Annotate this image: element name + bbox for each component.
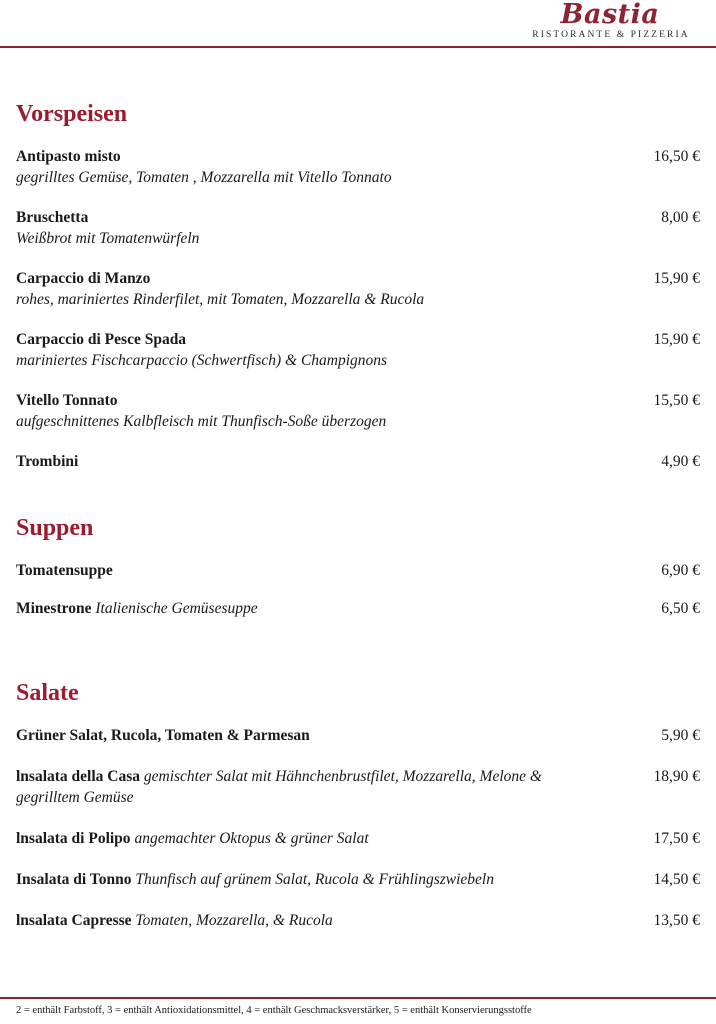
- menu-item-text: [16, 869, 626, 890]
- menu-item-list: [16, 146, 700, 472]
- menu-item-price: 5,90 €: [661, 727, 700, 744]
- menu-section-suppen: [16, 472, 700, 619]
- menu-item: [16, 207, 700, 249]
- menu-item-name: lnsalata di Polipo: [16, 830, 131, 847]
- menu-item-text: [16, 268, 626, 310]
- menu-item-text: [16, 146, 626, 188]
- section-heading: Vorspeisen: [16, 101, 128, 127]
- menu-item-name: Vitello Tonnato: [16, 392, 118, 409]
- menu-item: [16, 725, 700, 746]
- menu-item-price: 14,50 €: [653, 871, 700, 888]
- menu-item-description: Thunfisch auf grünem Salat, Rucola & Frühlingszwiebeln: [131, 871, 494, 888]
- menu-item-name: Tomatensuppe: [16, 562, 113, 579]
- menu-item-text: [16, 390, 626, 432]
- menu-item-price: 4,90 €: [661, 453, 700, 470]
- menu-item-name: Carpaccio di Manzo: [16, 270, 151, 287]
- menu-item-text: [16, 560, 626, 581]
- menu-item-description: gegrilltes Gemüse, Tomaten , Mozzarella mit Vitello Tonnato: [16, 169, 392, 186]
- menu-item: [16, 766, 700, 808]
- menu-item-price: 13,50 €: [653, 912, 700, 929]
- menu-item-description: Tomaten, Mozzarella, & Rucola: [131, 912, 333, 929]
- menu-item-text: [16, 329, 626, 371]
- menu-section-salate: [16, 636, 700, 931]
- menu-item-description: Italienische Gemüsesuppe: [91, 600, 258, 617]
- menu-item-name: lnsalata della Casa: [16, 768, 141, 785]
- section-heading: Suppen: [16, 515, 94, 541]
- menu-item: [16, 268, 700, 310]
- menu-item-text: [16, 725, 626, 746]
- menu-item-name: Carpaccio di Pesce Spada: [16, 331, 187, 348]
- menu-item-price: 15,90 €: [653, 331, 700, 348]
- menu-item-price: 16,50 €: [653, 148, 700, 165]
- brand-name: Bastia: [560, 0, 660, 30]
- brand-logo: [520, 0, 700, 41]
- menu-item-name: Grüner Salat, Rucola, Tomaten & Parmesan: [16, 727, 310, 744]
- footer-divider: [0, 997, 716, 999]
- menu-item: [16, 828, 700, 849]
- menu-item-name: Trombini: [16, 453, 79, 470]
- section-heading: Salate: [16, 680, 79, 706]
- menu-content: [0, 48, 716, 951]
- menu-item-price: 15,90 €: [653, 270, 700, 287]
- menu-item-text: [16, 910, 626, 931]
- menu-item: [16, 390, 700, 432]
- menu-item-price: 6,50 €: [661, 600, 700, 617]
- menu-item-text: [16, 207, 626, 249]
- menu-item: [16, 598, 700, 619]
- menu-item-description: angemachter Oktopus & grüner Salat: [130, 830, 369, 847]
- allergen-note: 2 = enthält Farbstoff, 3 = enthält Antioxidationsmittel, 4 = enthält Geschmacksverstärker, 5 = enthält Konservierungsstoffe: [16, 1005, 532, 1016]
- menu-item-description: Weißbrot mit Tomatenwürfeln: [16, 230, 200, 247]
- brand-tagline: RISTORANTE & PIZZERIA: [532, 30, 690, 40]
- menu-item-text: [16, 598, 626, 619]
- menu-item-name: Bruschetta: [16, 209, 89, 226]
- menu-item-price: 6,90 €: [661, 562, 700, 579]
- menu-item-text: [16, 828, 626, 849]
- menu-item-price: 8,00 €: [661, 209, 700, 226]
- menu-item: [16, 451, 700, 472]
- menu-item-description: rohes, mariniertes Rinderfilet, mit Tomaten, Mozzarella & Rucola: [16, 291, 425, 308]
- menu-item: [16, 146, 700, 188]
- menu-item: [16, 869, 700, 890]
- menu-item-name: Insalata di Tonno: [16, 871, 132, 888]
- menu-section-vorspeisen: [16, 48, 700, 472]
- menu-item-description: gemischter Salat mit Hähnchenbrustfilet, Mozzarella, Melone & gegrilltem Gemüse: [16, 768, 542, 806]
- menu-item-name: lnsalata Capresse: [16, 912, 132, 929]
- menu-item: [16, 910, 700, 931]
- menu-item-description: mariniertes Fischcarpaccio (Schwertfisch) & Champignons: [16, 352, 388, 369]
- menu-item-description: aufgeschnittenes Kalbfleisch mit Thunfisch-Soße überzogen: [16, 413, 387, 430]
- page-header: [0, 0, 716, 45]
- menu-item-name: Minestrone: [16, 600, 92, 617]
- menu-item-price: 15,50 €: [653, 392, 700, 409]
- menu-item-list: [16, 725, 700, 931]
- menu-item-name: Antipasto misto: [16, 148, 121, 165]
- menu-item: [16, 329, 700, 371]
- menu-item-list: [16, 560, 700, 619]
- menu-item-text: [16, 451, 626, 472]
- menu-item-text: [16, 766, 626, 808]
- menu-item-price: 17,50 €: [653, 830, 700, 847]
- menu-item: [16, 560, 700, 581]
- menu-item-price: 18,90 €: [653, 768, 700, 785]
